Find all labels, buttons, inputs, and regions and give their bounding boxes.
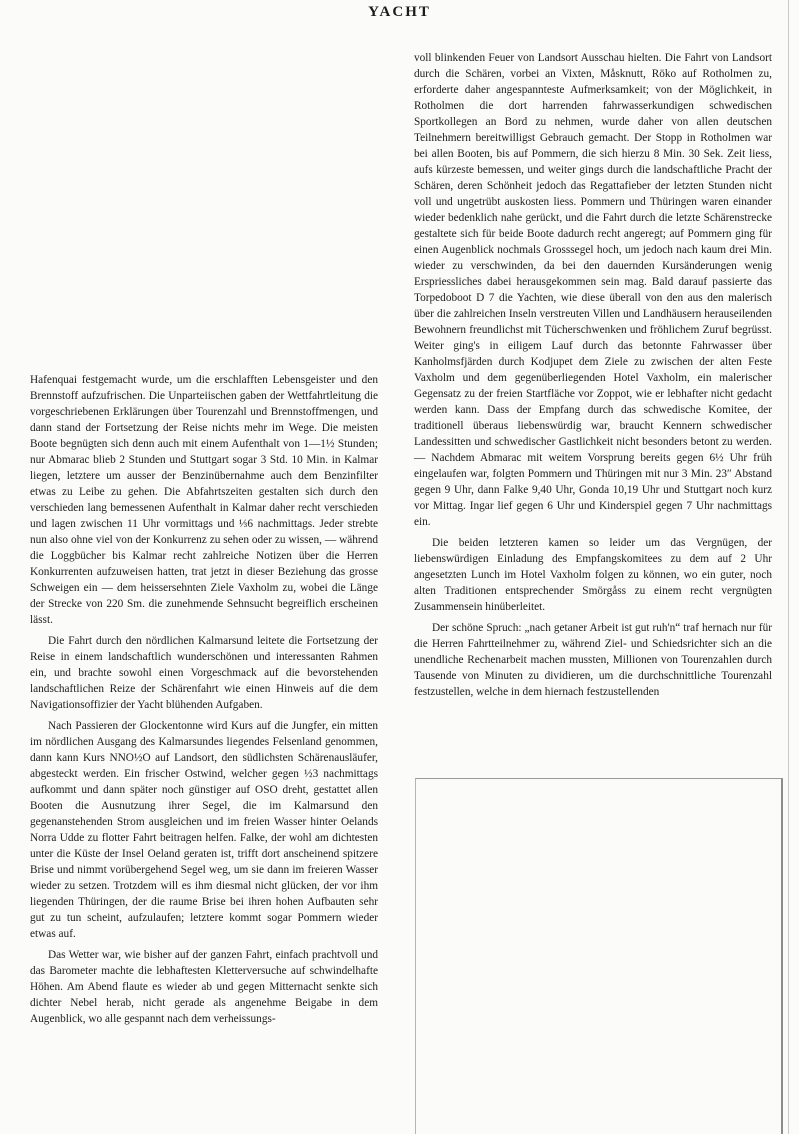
image-placeholder-frame: [415, 778, 783, 1134]
page-header: YACHT: [368, 4, 431, 20]
left-text-column: [30, 372, 378, 1027]
right-paragraph-2: Die beiden letzteren kamen so leider um das Vergnügen, der liebenswürdigen Einladung des Empfangskomitees zu dem auf 2 Uhr angesetzten Lunch im Hotel Vaxholm folgen zu können, wo ein guter, noch alten Traditionen entsprechender Smörgåss zu einem recht vergnügten Zusammensein hinüberleitet.: [414, 537, 772, 613]
right-paragraph-1: voll blinkenden Feuer von Landsort Ausschau hielten. Die Fahrt von Landsort durch die Schären, vorbei an Vixten, Måsknutt, Röko auf Rotholmen zu, erforderte daher angespannteste Aufmerksamkeit; von der Möglichkeit, in Rotholmen die dort harrenden fahrwasserkundigen schwedischen Sportkollegen an Bord zu nehmen, wurde daher von allen deutschen Teilnehmern bereitwilligst Gebrauch gemacht. Der Stopp in Rotholmen war bei allen Booten, bis auf Pommern, die sich hierzu 8 Min. 30 Sek. Zeit liess, aufs kürzeste bemessen, und weiter gings durch die landschaftliche Pracht der Schären, deren Schönheit jedoch das Regattafieber der letzten Stunden nicht voll und ungetrübt auskosten liess. Pommern und Thüringen waren einander wieder bedenklich nahe gerückt, und die Fahrt durch die letzte Schärenstrecke gestaltete sich für beide Boote dadurch recht angeregt; auf Pommern ging für einen Augenblick nochmals Grosssegel hoch, um jedoch nach kaum drei Min. wieder zu verschwinden, da bei den dauernden Kursänderungen wenig Erspriessliches dabei herausgekommen sein mag. Bald darauf passierte das Torpedoboot D 7 die Yachten, wie diese überall von den aus den malerisch über die zahlreichen Inseln verstreuten Villen und Landhäusern herauseilenden Bewohnern freundlichst mit Tücherschwenken und fröhlichem Zuruf begrüsst. Weiter ging's in eiligem Lauf durch das betonnte Fahrwasser über Kanholmsfjärden durch Kodjupet dem Ziele zu zwischen der alten Feste Vaxholm und dem gegenüberliegenden Hotel Vaxholm, ein malerischer Gegensatz zu der freien Startfläche vor Zoppot, wie er lebhafter nicht gedacht werden kann. Dass der Empfang durch das schwedische Komitee, der traditionell überaus liebenswürdig war, braucht Kennern schwedischer Landessitten und schwedischer Gastlichkeit nicht besonders betont zu werden. — Nachdem Abmarac mit weitem Vorsprung bereits gegen 6½ Uhr früh eingelaufen war, folgten Pommern und Thüringen mit nur 3 Min. 23″ Abstand gegen 9 Uhr, dann Falke 9,40 Uhr, Gonda 10,19 Uhr und Stuttgart noch kurz vor Mittag. Ingar lief gegen 6 Uhr und Kinderspiel gegen 7 Uhr nachmittags ein.: [414, 52, 772, 528]
left-paragraph-1: Hafenquai festgemacht wurde, um die erschlafften Lebensgeister und den Brennstoff aufzufrischen. Die Unparteiischen gaben der Wettfahrtleitung die vorgeschriebenen Erklärungen über Tourenzahl und Brennstoffmengen, und dann stand der Fortsetzung der Reise nichts mehr im Wege. Die meisten Boote begnügten sich denn auch mit einem Aufenthalt von 1—1½ Stunden; nur Abmarac blieb 2 Stunden und Stuttgart sogar 3 Std. 10 Min. in Kalmar liegen, letztere um ausser der Benzinübernahme auch dem Benzinfilter etwas zu Leibe zu gehen. Die Abfahrtszeiten gestalten sich durch den verschieden lang bemessenen Aufenthalt in Kalmar daher recht verschieden und lagen zwischen 11 Uhr vormittags und ⅓6 nachmittags. Jeder strebte nun also ohne viel von der Konkurrenz zu sehen oder zu wissen, — während die Loggbücher bis Kalmar recht zahlreiche Notizen über die Herren Konkurrenten aufzuweisen hatten, trat jetzt in dieser Beziehung das grosse Schweigen ein — dem heissersehnten Ziele Vaxholm zu, wobei die Länge der Strecke von 220 Sm. die zunehmende Sehnsucht begreiflich erscheinen lässt.: [30, 374, 378, 626]
left-paragraph-2: Die Fahrt durch den nördlichen Kalmarsund leitete die Fortsetzung der Reise in einem landschaftlich wunderschönen und interessanten Rahmen ein, und brachte sowohl einen Vorgeschmack auf die bevorstehenden landschaftlichen Reize der Schärenfahrt wie einen Hinweis auf die dem Navigationsoffizier der Yacht blühenden Aufgaben.: [30, 635, 378, 711]
left-paragraph-4: Das Wetter war, wie bisher auf der ganzen Fahrt, einfach prachtvoll und das Barometer machte die lebhaftesten Kletterversuche auf schwindelhafte Höhen. Am Abend flaute es wieder ab und gegen Mitternacht senkte sich dichter Nebel herab, nicht gerade als angenehme Beigabe in dem Augenblick, wo alle gespannt nach dem verheissungs-: [30, 949, 378, 1025]
page-edge-line: [788, 0, 789, 1134]
left-paragraph-3: Nach Passieren der Glockentonne wird Kurs auf die Jungfer, ein mitten im nördlichen Ausgang des Kalmarsundes liegendes Felsenland genommen, dann kann Kurs NNO½O auf Landsort, den südlichsten Schärenausläufer, abgesteckt werden. Ein frischer Ostwind, welcher gegen ½3 nachmittags aufkommt und dann später noch günstiger auf OSO dreht, gestattet allen Booten die Ausnutzung ihrer Segel, die im Kalmarsund den gegenanstehenden Strom ausgleichen und im freien Wasser hinter Oelands Norra Udde zu flotter Fahrt beitragen helfen. Falke, der wohl am dichtesten unter die Küste der Insel Oeland geraten ist, trifft dort anscheinend spitzere Brise und nimmt vorübergehend Segel weg, um sie dann im freieren Wasser wieder zu setzen. Trotzdem will es ihm diesmal nicht glücken, der vor ihm liegenden Thüringen, der die raume Brise bei ihren hohen Aufbauten sehr gut zu tun scheint, aufzulaufen; letztere kommt sogar Pommern wieder etwas auf.: [30, 720, 378, 940]
right-text-column: [414, 50, 772, 700]
right-paragraph-3: Der schöne Spruch: „nach getaner Arbeit ist gut ruh'n“ traf hernach nur für die Herren Fahrtteilnehmer zu, während Ziel- und Schiedsrichter sich an die unendliche Rechenarbeit machen mussten, Millionen von Tourenzahlen durch Tausende von Minuten zu dividieren, um die durchschnittliche Tourenzahl festzustellen, welche in dem hiernach festzustellenden: [414, 622, 772, 698]
